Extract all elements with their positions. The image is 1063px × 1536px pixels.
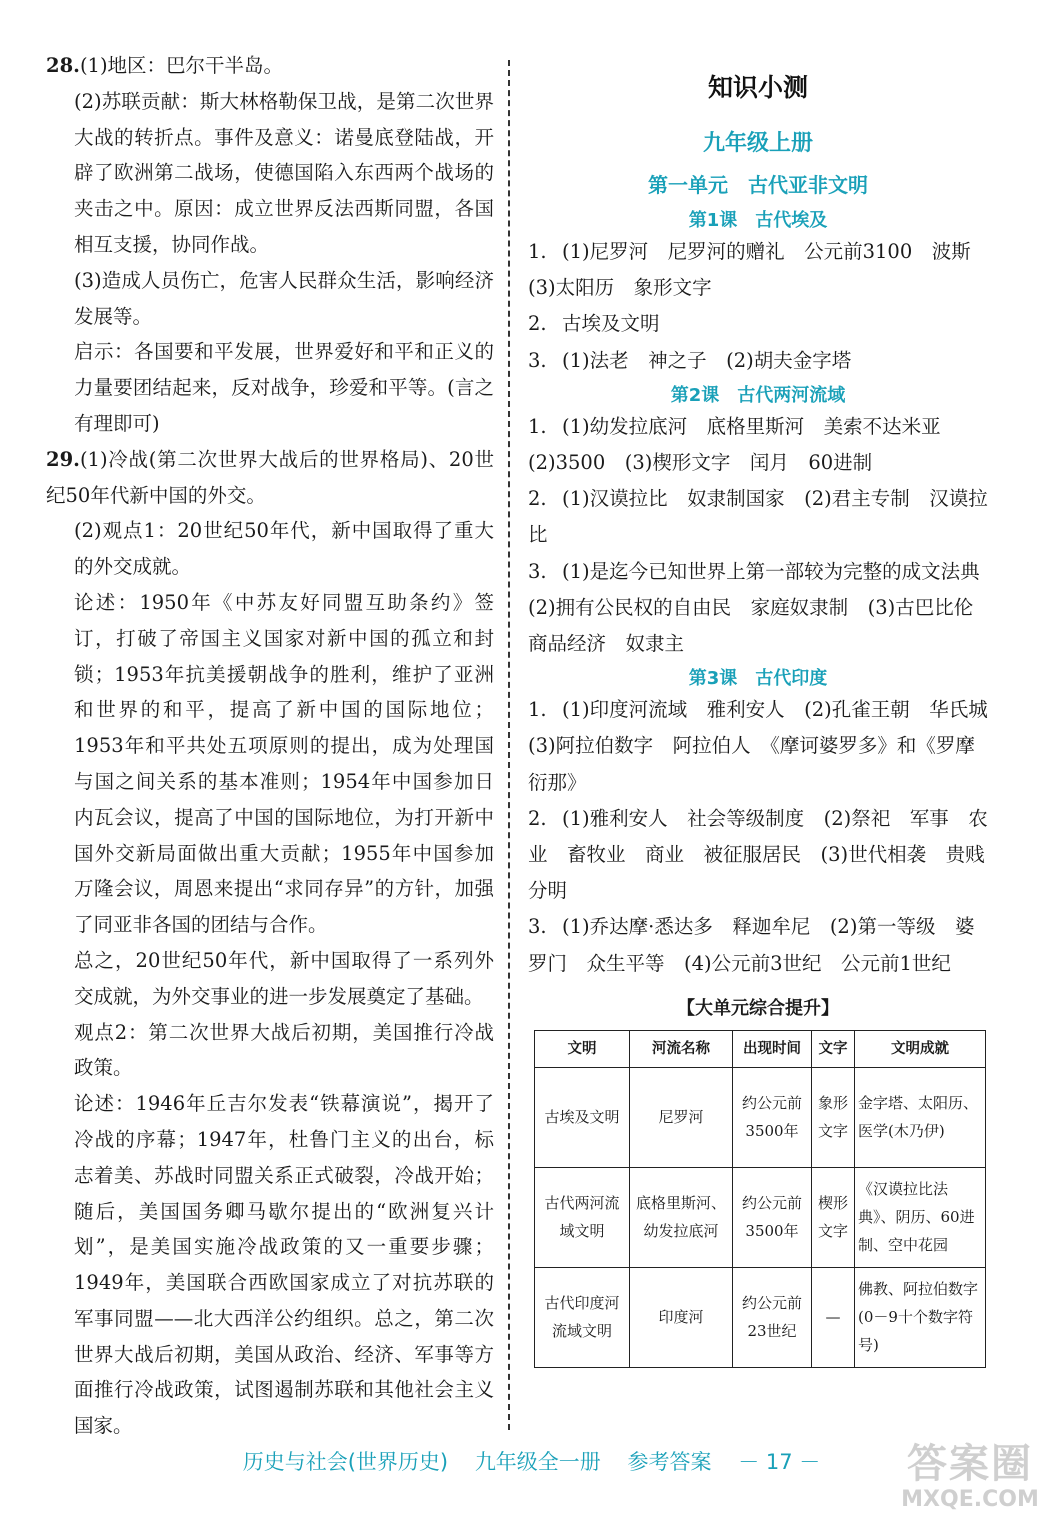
answer-item: 2. (1)汉谟拉比 奴隶制国家 (2)君主专制 汉谟拉比 — [528, 487, 988, 547]
table-cell: 象形文字 — [812, 1067, 855, 1167]
answer-item: 3. (1)乔达摩·悉达多 释迦牟尼 (2)第一等级 婆罗门 众生平等 (4)公元前3世纪 公元前1世纪 — [528, 915, 975, 975]
table-row — [535, 1067, 986, 1167]
table-cell: 《汉谟拉比法典》、阴历、60进制、空中花园 — [855, 1167, 986, 1267]
q29-number: 29. — [46, 447, 80, 471]
table-row — [535, 1267, 986, 1367]
table-row — [535, 1167, 986, 1267]
q28-line-2: (2)苏联贡献：斯大林格勒保卫战，是第二次世界大战的转折点。事件及意义：诺曼底登陆战，开辟了欧洲第二战场，使德国陷入东西两个战场的夹击之中。原因：成立世界反法西斯同盟，各国相互支援，协同作战。 — [74, 89, 494, 256]
lesson-3-answers — [528, 692, 1008, 982]
unit-title: 第一单元 古代亚非文明 — [648, 173, 868, 197]
table-cell: 约公元前3500年 — [733, 1167, 812, 1267]
answer-item: 2. (1)雅利安人 社会等级制度 (2)祭祀 军事 农业 畜牧业 商业 被征服居民 (3)世代相袭 贵贱分明 — [528, 806, 988, 903]
header-cell: 河流名称 — [630, 1030, 733, 1067]
summary-title: 【大单元综合提升】 — [677, 997, 839, 1019]
footer-grade: 九年级全一册 — [474, 1450, 601, 1474]
lesson-1-title: 第1课 古代埃及 — [688, 210, 828, 231]
watermark-url: MXQE.COM — [901, 1487, 1039, 1512]
table-cell: — — [812, 1267, 855, 1367]
table-cell: 古代两河流域文明 — [535, 1167, 630, 1267]
header-cell: 文明 — [535, 1030, 630, 1067]
answer-item: 1. (1)幼发拉底河 底格里斯河 美索不达米亚 (2)3500 (3)楔形文字 闰月 60进制 — [528, 414, 961, 475]
q29-line-3: 论述：1950年《中苏友好同盟互助条约》签订，打破了帝国主义国家对新中国的孤立和封锁；1953年抗美援朝战争的胜利，维护了亚洲和世界的和平，提高了新中国的国际地位；1953年和平共处五项原则的提出，成为处理国与国之间关系的基本准则；1954年中国参加日内瓦会议，提高了中国的国际地位，为打开新中国外交新局面做出重大贡献；1955年中国参加万隆会议，周恩来提出“求同存异”的方针，加强了同亚非各国的团结与合作。 — [74, 590, 494, 937]
q29-line-4: 总之，20世纪50年代，新中国取得了一系列外交成就，为外交事业的进一步发展奠定了基础。 — [74, 948, 494, 1008]
table-cell: 印度河 — [630, 1267, 733, 1367]
table-cell: 楔形文字 — [812, 1167, 855, 1267]
watermark-logo-text: 答案圈 — [907, 1441, 1033, 1487]
q29-line-1: 29.(1)冷战(第二次世界大战后的世界格局)、20世纪50年代新中国的外交。 — [46, 447, 494, 507]
table-cell: 佛教、阿拉伯数字(0－9十个数字符号) — [855, 1267, 986, 1367]
q29-line-6: 论述：1946年丘吉尔发表“铁幕演说”，揭开了冷战的序幕；1947年，杜鲁门主义的出台，标志着美、苏战时同盟关系正式破裂，冷战开始；随后，美国国务卿马歇尔提出的“欧洲复兴计划”，是美国实施冷战政策的又一重要步骤；1949年，美国联合西欧国家成立了对抗苏联的军事同盟——北大西洋公约组织。总之，第二次世界大战后初期，美国从政治、经济、军事等方面推行冷战政策，试图遏制苏联和其他社会主义国家。 — [74, 1092, 494, 1438]
lesson-2-answers — [528, 409, 1000, 662]
answer-item: 3. (1)法老 神之子 (2)胡夫金字塔 — [528, 348, 852, 372]
answer-item: 1. (1)印度河流域 雅利安人 (2)孔雀王朝 华氏城 (3)阿拉伯数字 阿拉伯人 《摩诃婆罗多》和《罗摩衍那》 — [528, 698, 1008, 794]
q28-line-3: (3)造成人员伤亡，危害人民群众生活，影响经济发展等。 — [74, 268, 494, 328]
lesson-1-answers — [528, 234, 991, 379]
table-cell: 约公元前23世纪 — [733, 1267, 812, 1367]
header-cell: 文字 — [812, 1030, 855, 1067]
summary-table — [534, 1030, 986, 1368]
column-divider — [508, 60, 510, 1430]
table-cell: 底格里斯河、幼发拉底河 — [630, 1167, 733, 1267]
q28-line-1: 28.(1)地区：巴尔干半岛。 — [46, 54, 284, 77]
lesson-2-title: 第2课 古代两河流域 — [670, 384, 846, 406]
header-cell: 文明成就 — [855, 1030, 986, 1067]
question-29 — [46, 442, 494, 1444]
table-cell: 古代印度河流域文明 — [535, 1267, 630, 1367]
table-cell: 尼罗河 — [630, 1067, 733, 1167]
answer-item: 2. 古埃及文明 — [528, 312, 660, 336]
site-watermark — [895, 1442, 1045, 1522]
page-number: － 17 － — [738, 1450, 821, 1474]
table-cell: 约公元前3500年 — [733, 1067, 812, 1167]
right-column — [528, 60, 1008, 1368]
q28-number: 28. — [46, 54, 80, 77]
left-column — [46, 48, 494, 1444]
lesson-3-title: 第3课 古代印度 — [688, 668, 828, 690]
grade-title: 九年级上册 — [702, 131, 813, 156]
section-title: 知识小测 — [707, 73, 808, 102]
q28-line-4: 启示：各国要和平发展，世界爱好和平和正义的力量要团结起来，反对战争，珍爱和平等。(言之有理即可) — [74, 340, 494, 435]
table-cell: 古埃及文明 — [535, 1067, 630, 1167]
footer-label: 参考答案 — [627, 1450, 712, 1474]
answer-item: 1. (1)尼罗河 尼罗河的赠礼 公元前3100 波斯 (3)太阳历 象形文字 — [528, 240, 991, 300]
q29-line-2: (2)观点1：20世纪50年代，新中国取得了重大的外交成就。 — [74, 519, 494, 579]
table-cell: 金字塔、太阳历、医学(木乃伊) — [855, 1067, 986, 1167]
q29-line-5: 观点2：第二次世界大战后初期，美国推行冷战政策。 — [74, 1020, 494, 1080]
answer-item: 3. (1)是迄今已知世界上第一部较为完整的成文法典 (2)拥有公民权的自由民 家庭奴隶制 (3)古巴比伦 商品经济 奴隶主 — [528, 559, 1000, 656]
table-header-row — [535, 1030, 986, 1067]
header-cell: 出现时间 — [733, 1030, 812, 1067]
question-28 — [46, 48, 494, 442]
footer-subject: 历史与社会(世界历史) — [242, 1450, 449, 1474]
